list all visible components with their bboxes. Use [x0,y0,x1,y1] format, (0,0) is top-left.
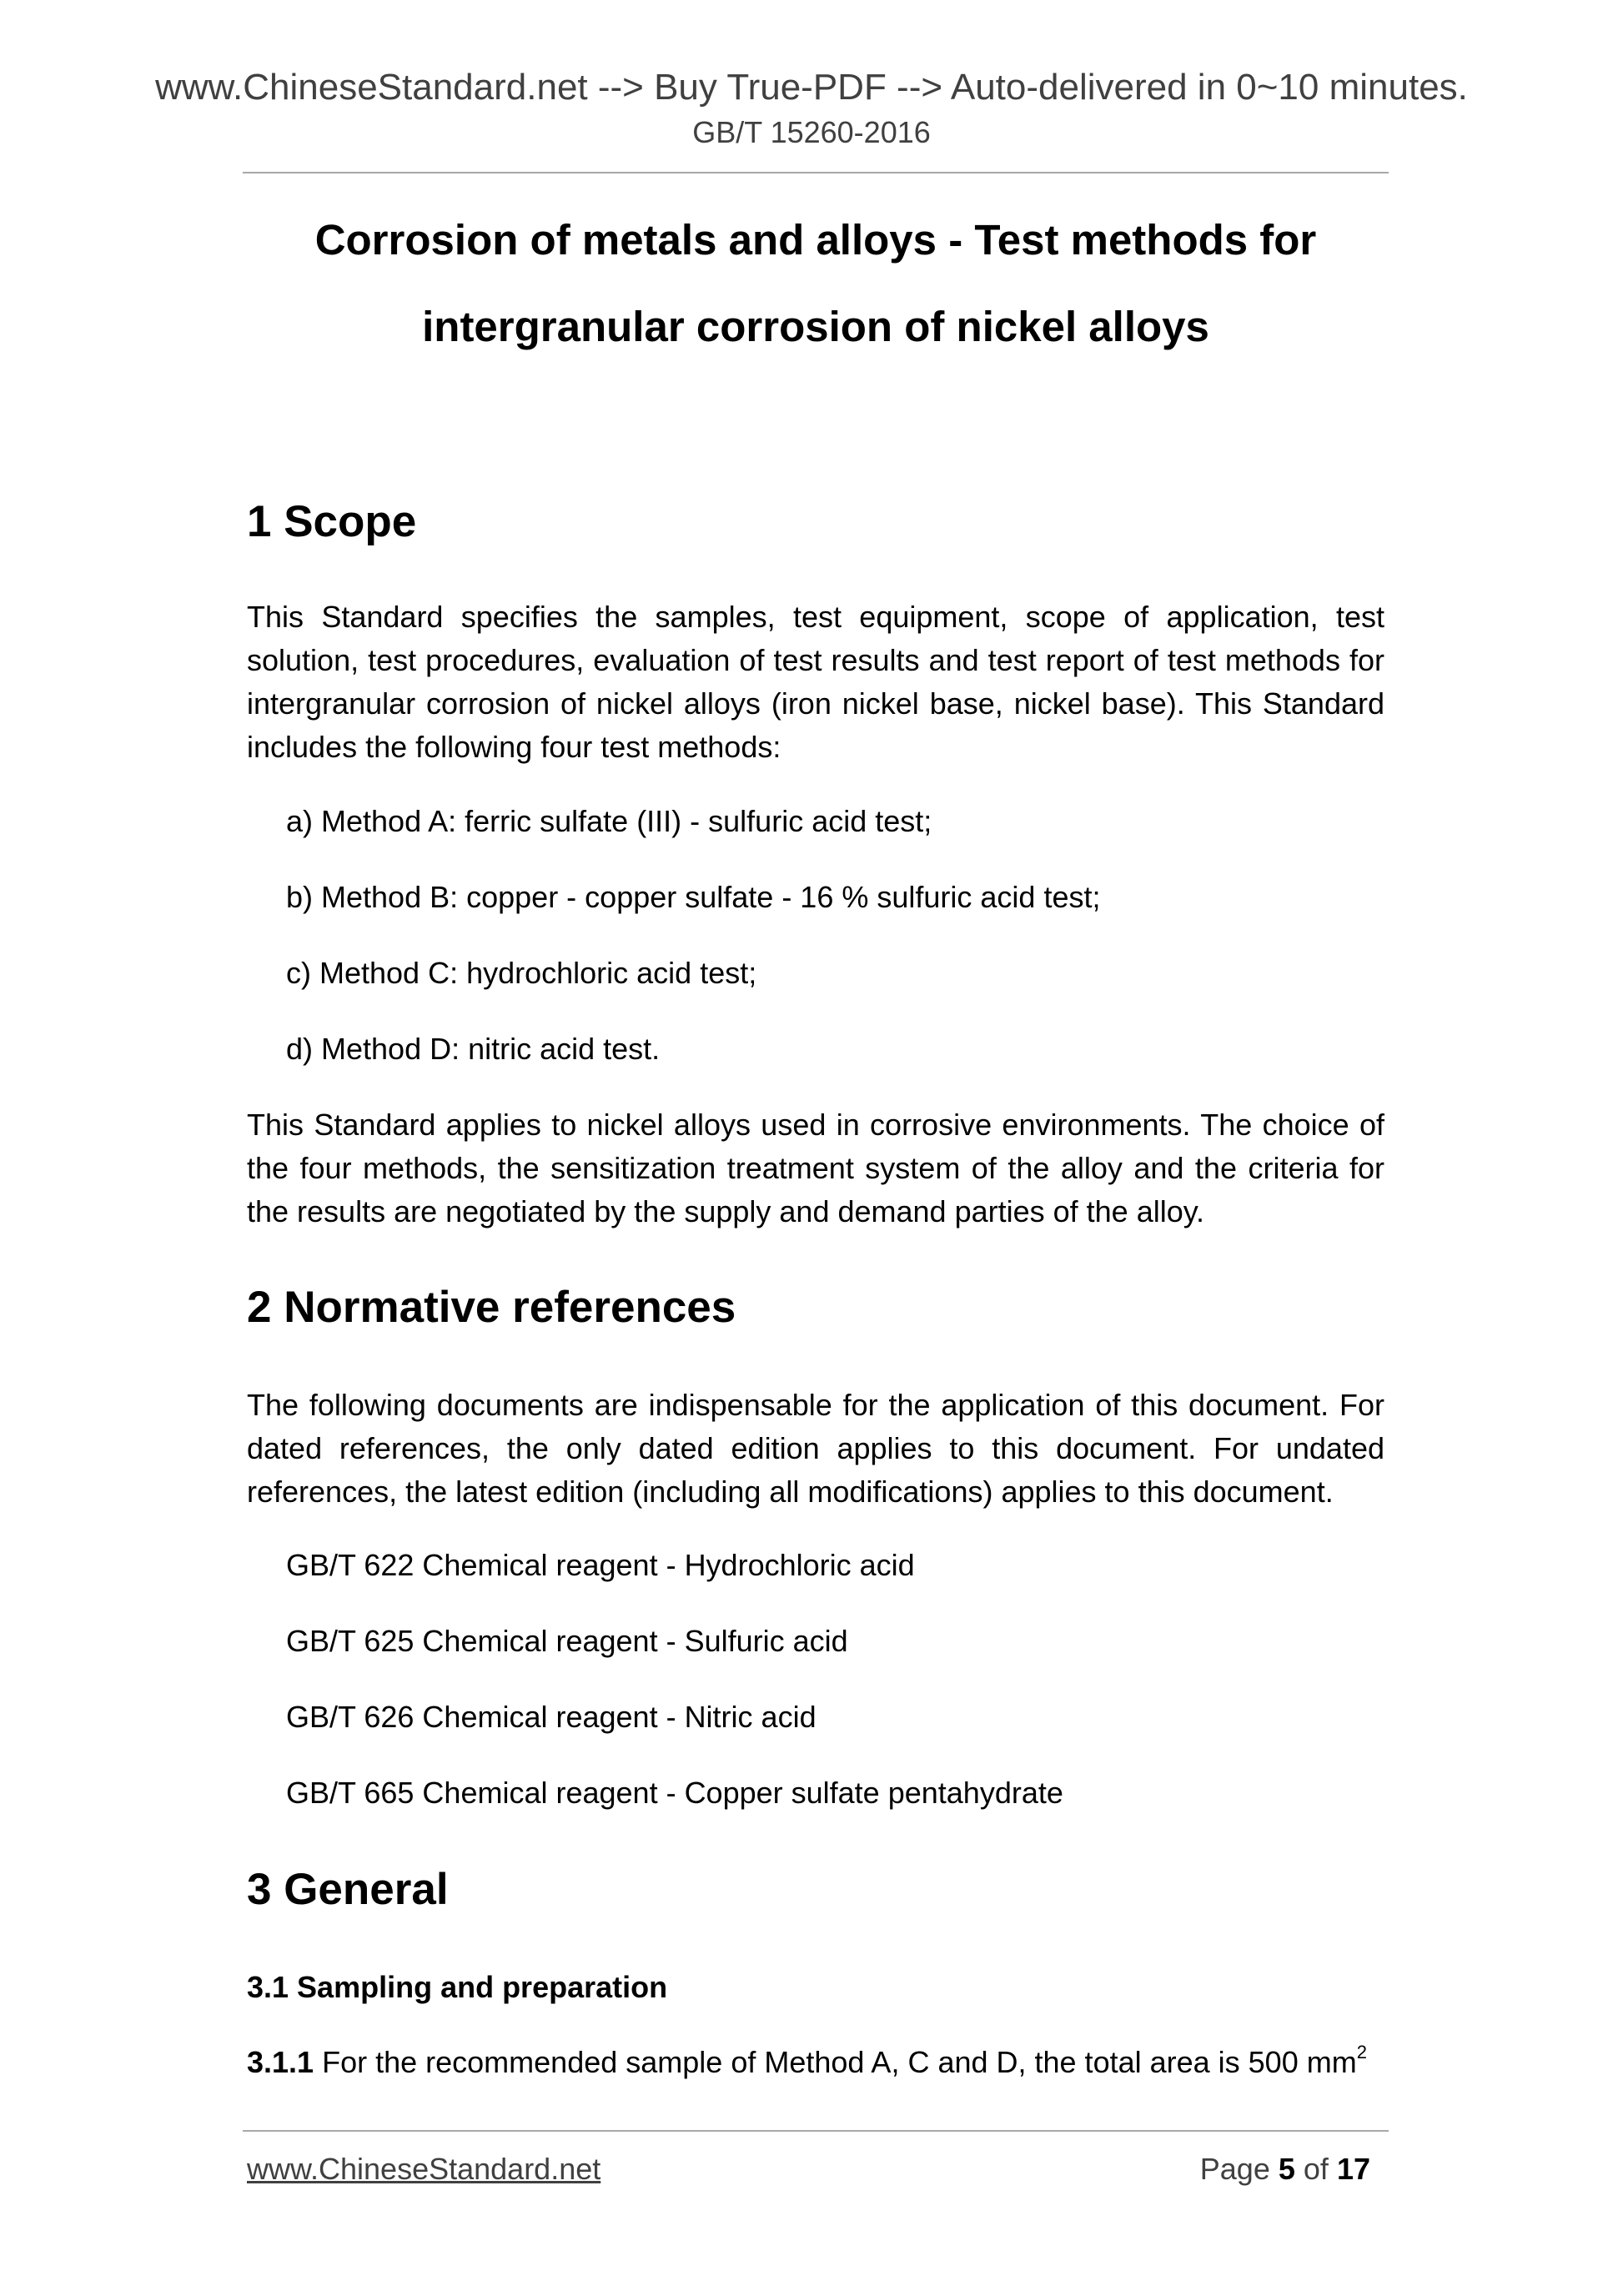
header-banner[interactable]: www.ChineseStandard.net --> Buy True-PDF --> Auto-delivered in 0~10 minutes. [155,67,1468,108]
scope-intro-paragraph: This Standard specifies the samples, test equipment, scope of application, test solution, test procedures, evaluation of test results and test report of test methods for intergranular corrosion of nickel alloys (iron nickel base, nickel base). This Standard includes the following four test methods: [247,600,1384,764]
clause-superscript: 2 [1356,2042,1367,2062]
footer-divider [243,2130,1389,2132]
section-heading-scope: 1 Scope [247,497,417,546]
header-divider [243,172,1389,173]
reference-list-item: GB/T 622 Chemical reagent - Hydrochloric acid [286,1548,915,1582]
reference-list-item: GB/T 625 Chemical reagent - Sulfuric acid [286,1624,848,1658]
page-of: of [1303,2152,1329,2186]
footer-website-link[interactable]: www.ChineseStandard.net [247,2152,601,2186]
page-prefix: Page [1199,2152,1270,2186]
standard-code: GB/T 15260-2016 [692,115,931,149]
scope-application-paragraph: This Standard applies to nickel alloys used in corrosive environments. The choice of the four methods, the sensitization treatment system of the alloy and the criteria for the results are negotiated by the supply and demand parties of the alloy. [247,1108,1384,1228]
section-heading-general: 3 General [247,1865,449,1914]
method-list-item: b) Method B: copper - copper sulfate - 16 % sulfuric acid test; [286,880,1101,914]
clause-text: For the recommended sample of Method A, C and D, the total area is 500 mm [322,2045,1357,2079]
document-title-line-2: intergranular corrosion of nickel alloys [422,303,1209,350]
reference-list-item: GB/T 665 Chemical reagent - Copper sulfate pentahydrate [286,1776,1063,1810]
document-title-line-1: Corrosion of metals and alloys - Test methods for [314,216,1317,264]
page-total: 17 [1336,2152,1370,2186]
page-current: 5 [1278,2152,1295,2186]
method-list-item: a) Method A: ferric sulfate (III) - sulfuric acid test; [286,804,932,838]
reference-list-item: GB/T 626 Chemical reagent - Nitric acid [286,1700,817,1734]
clause-3-1-1 [247,2041,1384,2084]
subsection-heading-sampling: 3.1 Sampling and preparation [247,1970,668,2004]
normative-intro-paragraph: The following documents are indispensable for the application of this document. For dated references, the only dated edition applies to this document. For undated references, the latest edition (including all modifications) applies to this document. [247,1388,1384,1509]
method-list-item: d) Method D: nitric acid test. [286,1032,661,1066]
method-list-item: c) Method C: hydrochloric acid test; [286,956,757,990]
clause-number: 3.1.1 [247,2045,314,2079]
section-heading-normative-references: 2 Normative references [247,1283,736,1332]
page-indicator [1200,2150,1370,2188]
